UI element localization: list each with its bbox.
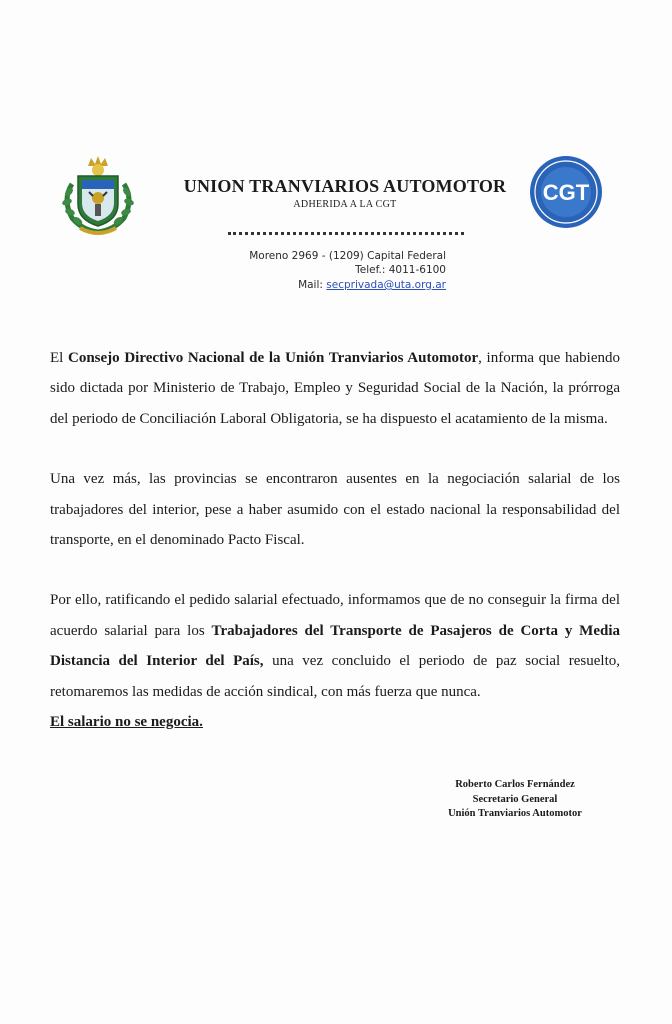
signature-role: Secretario General bbox=[472, 793, 558, 805]
p1-text-end: , informa que habiendo sido dictada por Ministerio de Trabajo, Empleo y Seguridad Social de la Nación, la prórroga del periodo de Conciliación Laboral Obligatoria, se ha dispuesto el acatamiento de la misma. bbox=[50, 350, 620, 427]
p1-text-start: El bbox=[50, 350, 68, 366]
signature-name: Roberto Carlos Fernández bbox=[455, 779, 575, 790]
union-shield-logo bbox=[58, 154, 138, 236]
cgt-seal-logo bbox=[528, 154, 604, 230]
mail-line bbox=[210, 279, 446, 291]
p3-text-start: Por ello, ratificando el pedido salarial efectuado, informamos que de no conseguir la firma del acuerdo salarial para los bbox=[50, 592, 620, 639]
mail-label: Mail: bbox=[298, 279, 323, 291]
mail-link[interactable]: secprivada@uta.org.ar bbox=[326, 279, 446, 291]
address-line: Moreno 2969 - (1209) Capital Federal bbox=[249, 250, 446, 262]
org-name: UNION TRANVIARIOS AUTOMOTOR bbox=[183, 176, 507, 196]
statement-body bbox=[50, 343, 620, 737]
paragraph-3 bbox=[50, 585, 620, 737]
org-affiliation: ADHERIDA A LA CGT bbox=[293, 199, 397, 210]
cgt-logo-text: CGT bbox=[542, 180, 590, 205]
p1-bold-council: Consejo Directivo Nacional de la Unión Tranviarios Automotor bbox=[68, 350, 479, 366]
closing-slogan: El salario no se negocia. bbox=[50, 714, 203, 731]
paragraph-2: Una vez más, las provincias se encontraron ausentes en la negociación salarial de los trabajadores del interior, pese a haber asumido con el estado nacional la responsabilidad del transporte, en el denominado Pacto Fiscal. bbox=[50, 471, 620, 549]
header-divider bbox=[228, 232, 464, 235]
p3-bold-workers: Trabajadores del Transporte de Pasajeros de Corta y Media Distancia del Interior del País, bbox=[50, 622, 621, 670]
signature-block bbox=[420, 778, 610, 822]
signature-org: Unión Tranviarios Automotor bbox=[448, 808, 582, 819]
paragraph-1 bbox=[50, 343, 620, 434]
phone-line: Telef.: 4011-6100 bbox=[355, 264, 446, 276]
p3-text-end: una vez concluido el periodo de paz social resuelto, retomaremos las medidas de acción sindical, con más fuerza que nunca. bbox=[50, 653, 621, 700]
